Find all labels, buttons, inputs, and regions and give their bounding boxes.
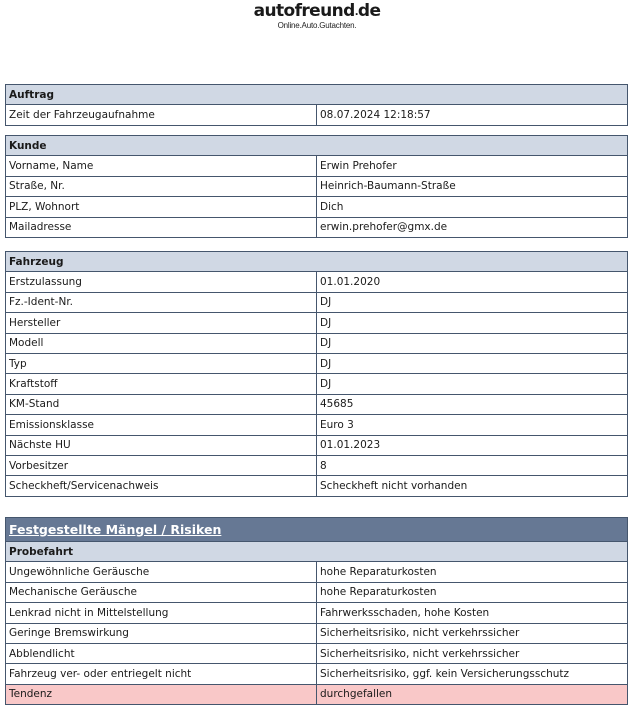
- row-value: Sicherheitsrisiko, nicht verkehrssicher: [317, 623, 628, 643]
- section-title-fahrzeug: Fahrzeug: [6, 252, 628, 272]
- table-row: [6, 374, 628, 394]
- table-row: [6, 272, 628, 292]
- row-label: Erstzulassung: [6, 272, 317, 292]
- row-value: erwin.prehofer@gmx.de: [317, 217, 628, 237]
- row-value: DJ: [317, 353, 628, 373]
- table-row: [6, 105, 628, 125]
- row-label: PLZ, Wohnort: [6, 197, 317, 217]
- row-value: hohe Reparaturkosten: [317, 562, 628, 582]
- row-value: Sicherheitsrisiko, nicht verkehrssicher: [317, 643, 628, 663]
- row-value: Scheckheft nicht vorhanden: [317, 476, 628, 496]
- row-label: Geringe Bremswirkung: [6, 623, 317, 643]
- row-value: Euro 3: [317, 415, 628, 435]
- row-value: 08.07.2024 12:18:57: [317, 105, 628, 125]
- brand-logo: [0, 1, 634, 30]
- table-row: [6, 197, 628, 217]
- subsection-title-probefahrt: Probefahrt: [6, 542, 628, 562]
- row-value: DJ: [317, 333, 628, 353]
- row-label: Emissionsklasse: [6, 415, 317, 435]
- table-row: [6, 435, 628, 455]
- section-title-auftrag: Auftrag: [6, 85, 628, 105]
- section-title-maengel[interactable]: Festgestellte Mängel / Risiken: [6, 518, 628, 542]
- fahrzeug-table: [5, 251, 628, 497]
- row-value: hohe Reparaturkosten: [317, 582, 628, 602]
- kunde-table: [5, 135, 628, 238]
- table-row: [6, 455, 628, 475]
- row-label: Zeit der Fahrzeugaufnahme: [6, 105, 317, 125]
- row-label: Vorbesitzer: [6, 455, 317, 475]
- row-value: 8: [317, 455, 628, 475]
- row-label: Fz.-Ident-Nr.: [6, 292, 317, 312]
- auftrag-table: [5, 84, 628, 126]
- row-value: Fahrwerksschaden, hohe Kosten: [317, 603, 628, 623]
- logo-tagline: Online.Auto.Gutachten.: [277, 21, 357, 30]
- row-value: Erwin Prehofer: [317, 156, 628, 176]
- row-label: Nächste HU: [6, 435, 317, 455]
- row-value: Heinrich-Baumann-Straße: [317, 176, 628, 196]
- table-row: [6, 664, 628, 684]
- table-row: [6, 217, 628, 237]
- table-row: [6, 176, 628, 196]
- table-row: [6, 415, 628, 435]
- table-row: [6, 156, 628, 176]
- row-value: 01.01.2020: [317, 272, 628, 292]
- row-label: Typ: [6, 353, 317, 373]
- row-label: Mechanische Geräusche: [6, 582, 317, 602]
- table-row: [6, 603, 628, 623]
- row-label: Modell: [6, 333, 317, 353]
- row-label: Kraftstoff: [6, 374, 317, 394]
- row-label: Fahrzeug ver- oder entriegelt nicht: [6, 664, 317, 684]
- table-row: [6, 313, 628, 333]
- row-label: Abblendlicht: [6, 643, 317, 663]
- row-label: Lenkrad nicht in Mittelstellung: [6, 603, 317, 623]
- table-row: [6, 582, 628, 602]
- row-label: Vorname, Name: [6, 156, 317, 176]
- tendenz-label: Tendenz: [6, 684, 317, 704]
- tendenz-row: [6, 684, 628, 704]
- row-label: KM-Stand: [6, 394, 317, 414]
- table-row: [6, 394, 628, 414]
- row-label: Hersteller: [6, 313, 317, 333]
- row-value: Sicherheitsrisiko, ggf. kein Versicherungsschutz: [317, 664, 628, 684]
- row-label: Straße, Nr.: [6, 176, 317, 196]
- row-value: 01.01.2023: [317, 435, 628, 455]
- table-row: [6, 333, 628, 353]
- row-value: Dich: [317, 197, 628, 217]
- section-title-kunde: Kunde: [6, 136, 628, 156]
- row-value: DJ: [317, 292, 628, 312]
- table-row: [6, 476, 628, 496]
- table-row: [6, 292, 628, 312]
- table-row: [6, 623, 628, 643]
- table-row: [6, 562, 628, 582]
- row-label: Scheckheft/Servicenachweis: [6, 476, 317, 496]
- row-value: 45685: [317, 394, 628, 414]
- logo-wordmark: autofreund.de: [253, 1, 381, 21]
- row-label: Mailadresse: [6, 217, 317, 237]
- maengel-table: [5, 517, 628, 705]
- row-label: Ungewöhnliche Geräusche: [6, 562, 317, 582]
- row-value: DJ: [317, 374, 628, 394]
- tendenz-value: durchgefallen: [317, 684, 628, 704]
- table-row: [6, 353, 628, 373]
- row-value: DJ: [317, 313, 628, 333]
- table-row: [6, 643, 628, 663]
